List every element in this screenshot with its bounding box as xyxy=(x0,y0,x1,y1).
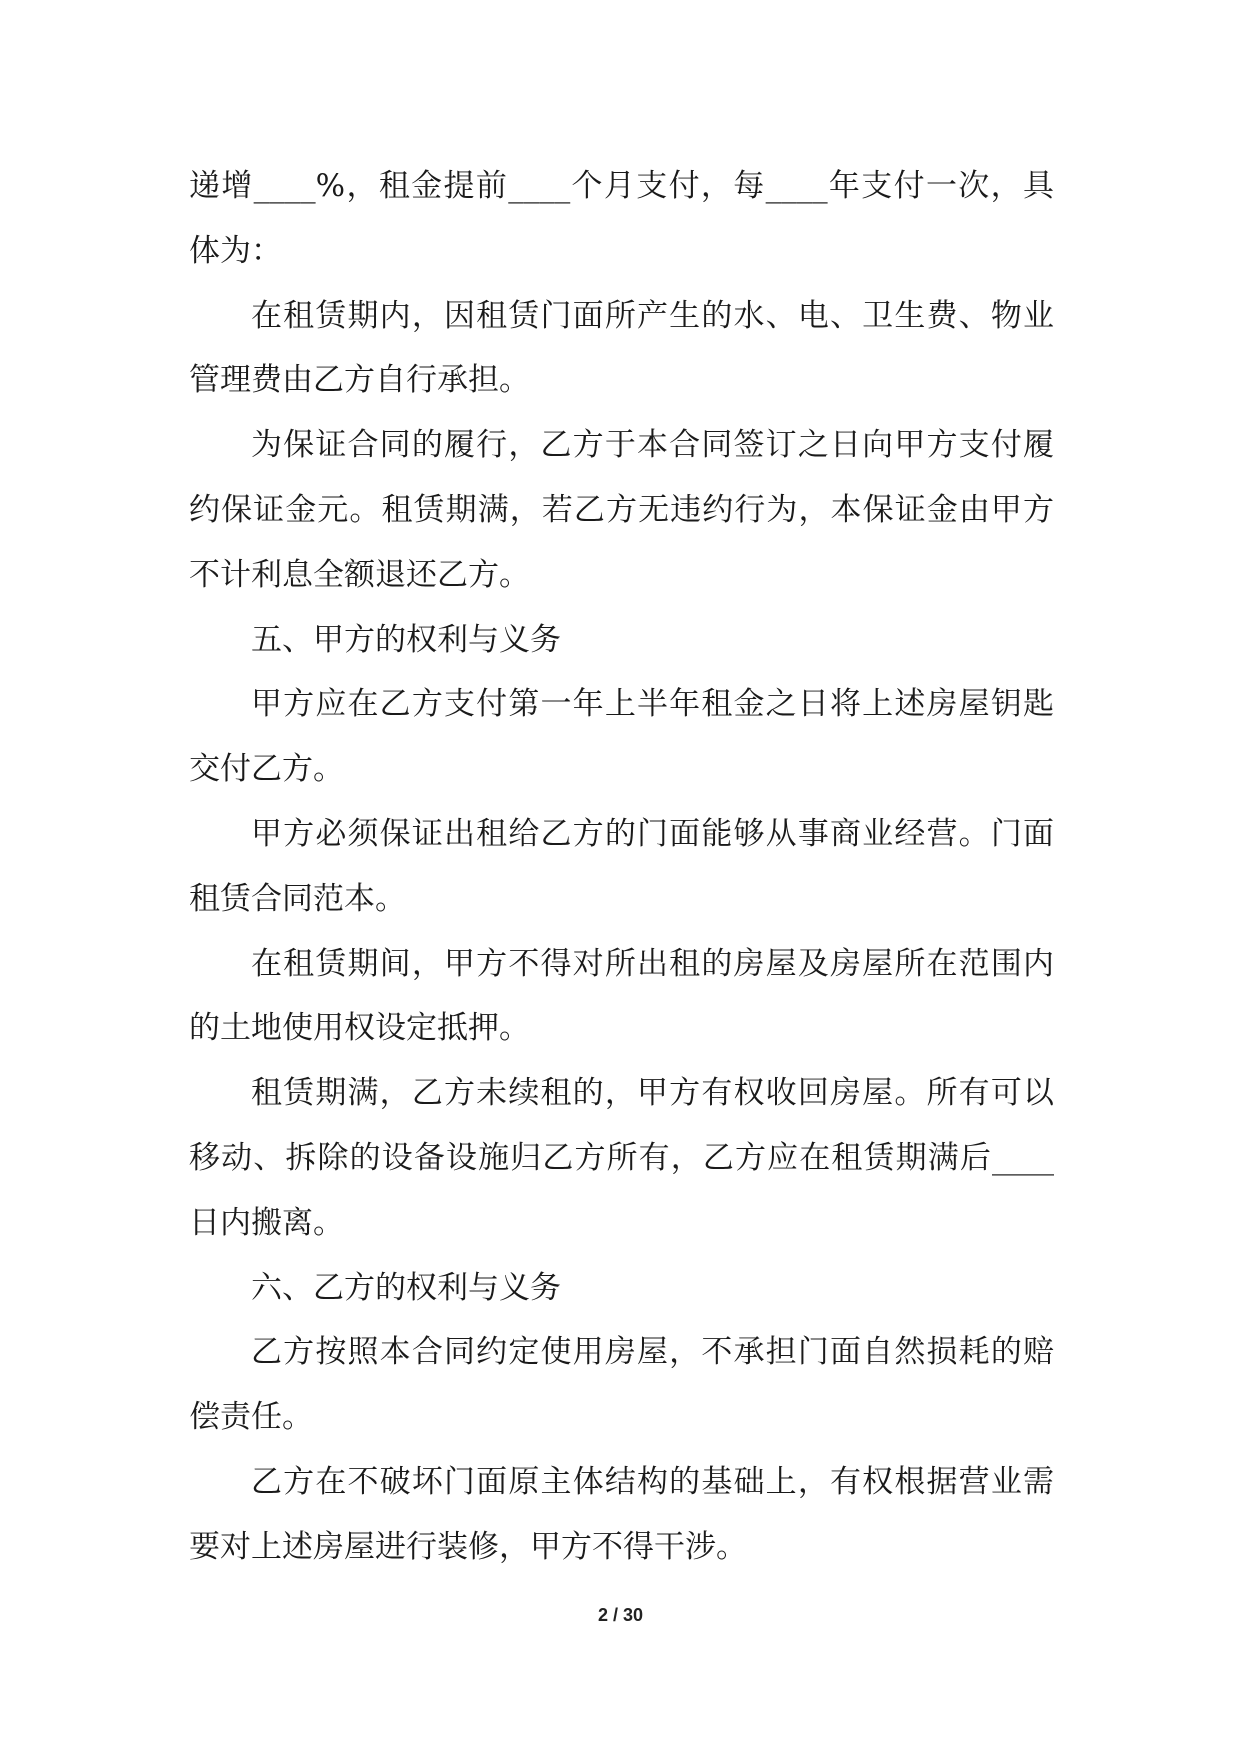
paragraph-utility-fees: 在租赁期内，因租赁门面所产生的水、电、卫生费、物业管理费由乙方自行承担。 xyxy=(189,297,1054,399)
paragraph-key-delivery: 甲方应在乙方支付第一年上半年租金之日将上述房屋钥匙交付乙方。 xyxy=(189,686,1054,788)
paragraph-deposit: 为保证合同的履行，乙方于本合同签订之日向甲方支付履约保证金元。租赁期满，若乙方无违约行为，本保证金由甲方不计利息全额退还乙方。 xyxy=(189,427,1054,593)
paragraph-business-guarantee: 甲方必须保证出租给乙方的门面能够从事商业经营。门面租赁合同范本。 xyxy=(189,815,1054,917)
paragraph-rent-increase: 递增____%，租金提前____个月支付，每____年支付一次，具体为： xyxy=(189,168,1054,269)
document-body xyxy=(189,154,1054,1580)
paragraph-renovation: 乙方在不破坏门面原主体结构的基础上，有权根据营业需要对上述房屋进行装修，甲方不得干涉。 xyxy=(189,1463,1054,1565)
paragraph-usage-liability: 乙方按照本合同约定使用房屋，不承担门面自然损耗的赔偿责任。 xyxy=(189,1334,1054,1436)
paragraph-no-mortgage: 在租赁期间，甲方不得对所出租的房屋及房屋所在范围内的土地使用权设定抵押。 xyxy=(189,945,1054,1047)
page-number: 2 / 30 xyxy=(597,1605,644,1625)
section-heading-party-a: 五、甲方的权利与义务 xyxy=(251,621,561,658)
paragraph-lease-expiry: 租赁期满，乙方未续租的，甲方有权收回房屋。所有可以移动、拆除的设备设施归乙方所有，乙方应在租赁期满后____日内搬离。 xyxy=(189,1075,1054,1241)
section-heading-party-b: 六、乙方的权利与义务 xyxy=(251,1269,561,1306)
